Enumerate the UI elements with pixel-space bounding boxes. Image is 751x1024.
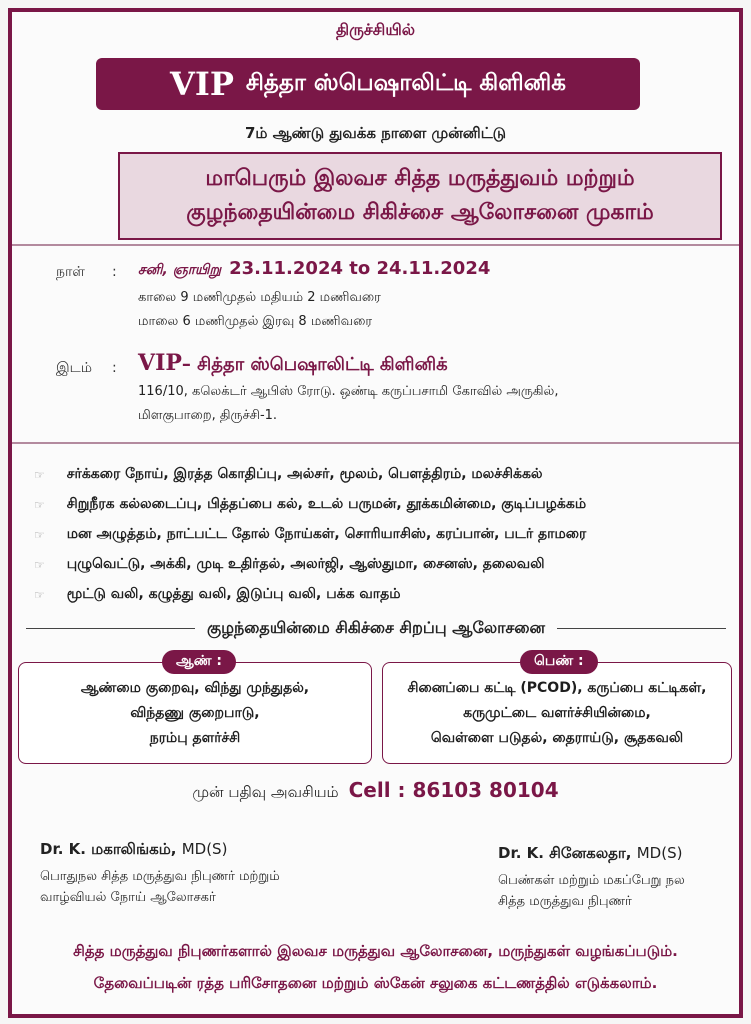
camp-title-line2: குழந்தையின்மை சிகிச்சை ஆலோசனை முகாம் xyxy=(186,200,654,225)
doctor-desc: வாழ்வியல் நோய் ஆலோசகர் xyxy=(40,890,216,905)
list-item: ☞ புழுவெட்டு, அக்கி, முடி உதிர்தல், அலர்ஜி, ஆஸ்துமா, சைனஸ், தலைவலி xyxy=(34,556,545,572)
colon: : xyxy=(112,360,117,376)
venue-name xyxy=(138,350,448,377)
divider xyxy=(12,442,739,444)
colon: : xyxy=(112,264,117,280)
male-tag: ஆண் : xyxy=(162,650,236,674)
female-line: கருமுட்டை வளர்ச்சியின்மை, xyxy=(463,704,651,721)
location-tag: திருச்சியில் xyxy=(335,20,416,39)
infertility-title: குழந்தையின்மை சிகிச்சை சிறப்பு ஆலோசனை xyxy=(207,617,545,637)
clinic-banner xyxy=(96,58,640,110)
male-card xyxy=(18,662,372,764)
date-line xyxy=(138,258,490,280)
rule xyxy=(26,628,195,629)
doctor-desc: பெண்கள் மற்றும் மகப்பேறு நல xyxy=(498,873,685,888)
event-dates: 23.11.2024 to 24.11.2024 xyxy=(229,258,491,279)
time-morning: காலை 9 மணிமுதல் மதியம் 2 மணிவரை xyxy=(138,290,381,305)
infertility-section-title xyxy=(26,616,726,640)
doctor-degree: MD(S) xyxy=(181,840,228,858)
footer-line2: தேவைப்படின் ரத்த பரிசோதனை மற்றும் ஸ்கேன் சலுகை கட்டணத்தில் எடுக்கலாம். xyxy=(93,974,658,992)
doctor-name xyxy=(498,844,685,864)
doctor-card xyxy=(40,840,280,908)
address-line1: 116/10, கலெக்டர் ஆபிஸ் ரோடு. ஒண்டி கருப்பசாமி கோவில் அருகில், xyxy=(138,384,559,399)
pointing-hand-icon: ☞ xyxy=(34,588,45,602)
female-line: வெள்ளை படுதல், தைராய்டு, சூதகவலி xyxy=(430,729,684,746)
rule xyxy=(557,628,726,629)
camp-title-box xyxy=(118,152,722,240)
flyer-page xyxy=(8,8,743,1018)
time-evening: மாலை 6 மணிமுதல் இரவு 8 மணிவரை xyxy=(138,314,373,329)
phone-number: Cell : 86103 80104 xyxy=(348,778,559,802)
female-card xyxy=(382,662,732,764)
booking-text: முன் பதிவு அவசியம் xyxy=(192,783,339,801)
address-line2: மிளகுபாறை, திருச்சி-1. xyxy=(138,408,278,423)
doctor-card xyxy=(498,844,685,912)
divider xyxy=(12,244,739,246)
male-line: விந்தணு குறைபாடு, xyxy=(130,704,260,721)
anniversary-line: 7ம் ஆண்டு துவக்க நாளை முன்னிட்டு xyxy=(244,124,507,142)
list-item: ☞ மன அழுத்தம், நாட்பட்ட தோல் நோய்கள், சொரியாசிஸ், கரப்பான், படர் தாமரை xyxy=(34,526,587,542)
doctor-degree: MD(S) xyxy=(636,844,683,862)
clinic-vip-text: VIP xyxy=(170,65,234,103)
doctor-name-text: Dr. K. மகாலிங்கம், xyxy=(40,840,177,858)
list-item: ☞ மூட்டு வலி, கழுத்து வலி, இடுப்பு வலி, பக்க வாதம் xyxy=(34,586,401,602)
pointing-hand-icon: ☞ xyxy=(34,498,45,512)
date-label: நாள் xyxy=(56,264,85,280)
doctor-name xyxy=(40,840,280,860)
pointing-hand-icon: ☞ xyxy=(34,528,45,542)
male-line: நரம்பு தளர்ச்சி xyxy=(149,729,241,746)
venue-clinic-name: – சித்தா ஸ்பெஷாலிட்டி கிளினிக் xyxy=(181,354,448,375)
condition-list xyxy=(34,460,586,610)
pointing-hand-icon: ☞ xyxy=(34,468,45,482)
event-days: சனி, ஞாயிறு xyxy=(138,262,222,278)
booking-line xyxy=(12,778,739,803)
doctor-desc: பொதுநல சித்த மருத்துவ நிபுணர் மற்றும் xyxy=(40,869,280,884)
list-item: ☞ சர்க்கரை நோய், இரத்த கொதிப்பு, அல்சர், மூலம், பௌத்திரம், மலச்சிக்கல் xyxy=(34,466,543,482)
female-tag: பெண் : xyxy=(520,650,598,674)
venue-vip-text: VIP xyxy=(138,350,182,376)
clinic-name: சித்தா ஸ்பெஷாலிட்டி கிளினிக் xyxy=(245,69,566,96)
male-line: ஆண்மை குறைவு, விந்து முந்துதல், xyxy=(80,679,310,696)
pointing-hand-icon: ☞ xyxy=(34,558,45,572)
list-item: ☞ சிறுநீரக கல்லடைப்பு, பித்தப்பை கல், உடல் பருமன், தூக்கமின்மை, குடிப்பழக்கம் xyxy=(34,496,587,512)
camp-title-line1: மாபெரும் இலவச சித்த மருத்துவம் மற்றும் xyxy=(205,166,635,191)
doctor-name-text: Dr. K. சினேகலதா, xyxy=(498,844,632,862)
venue-label: இடம் xyxy=(56,360,93,376)
footer-line1: சித்த மருத்துவ நிபுணர்களால் இலவச மருத்துவ ஆலோசனை, மருந்துகள் வழங்கப்படும். xyxy=(73,942,678,960)
female-line: சினைப்பை கட்டி (PCOD), கருப்பை கட்டிகள், xyxy=(407,679,707,696)
doctor-desc: சித்த மருத்துவ நிபுணர் xyxy=(498,894,632,909)
